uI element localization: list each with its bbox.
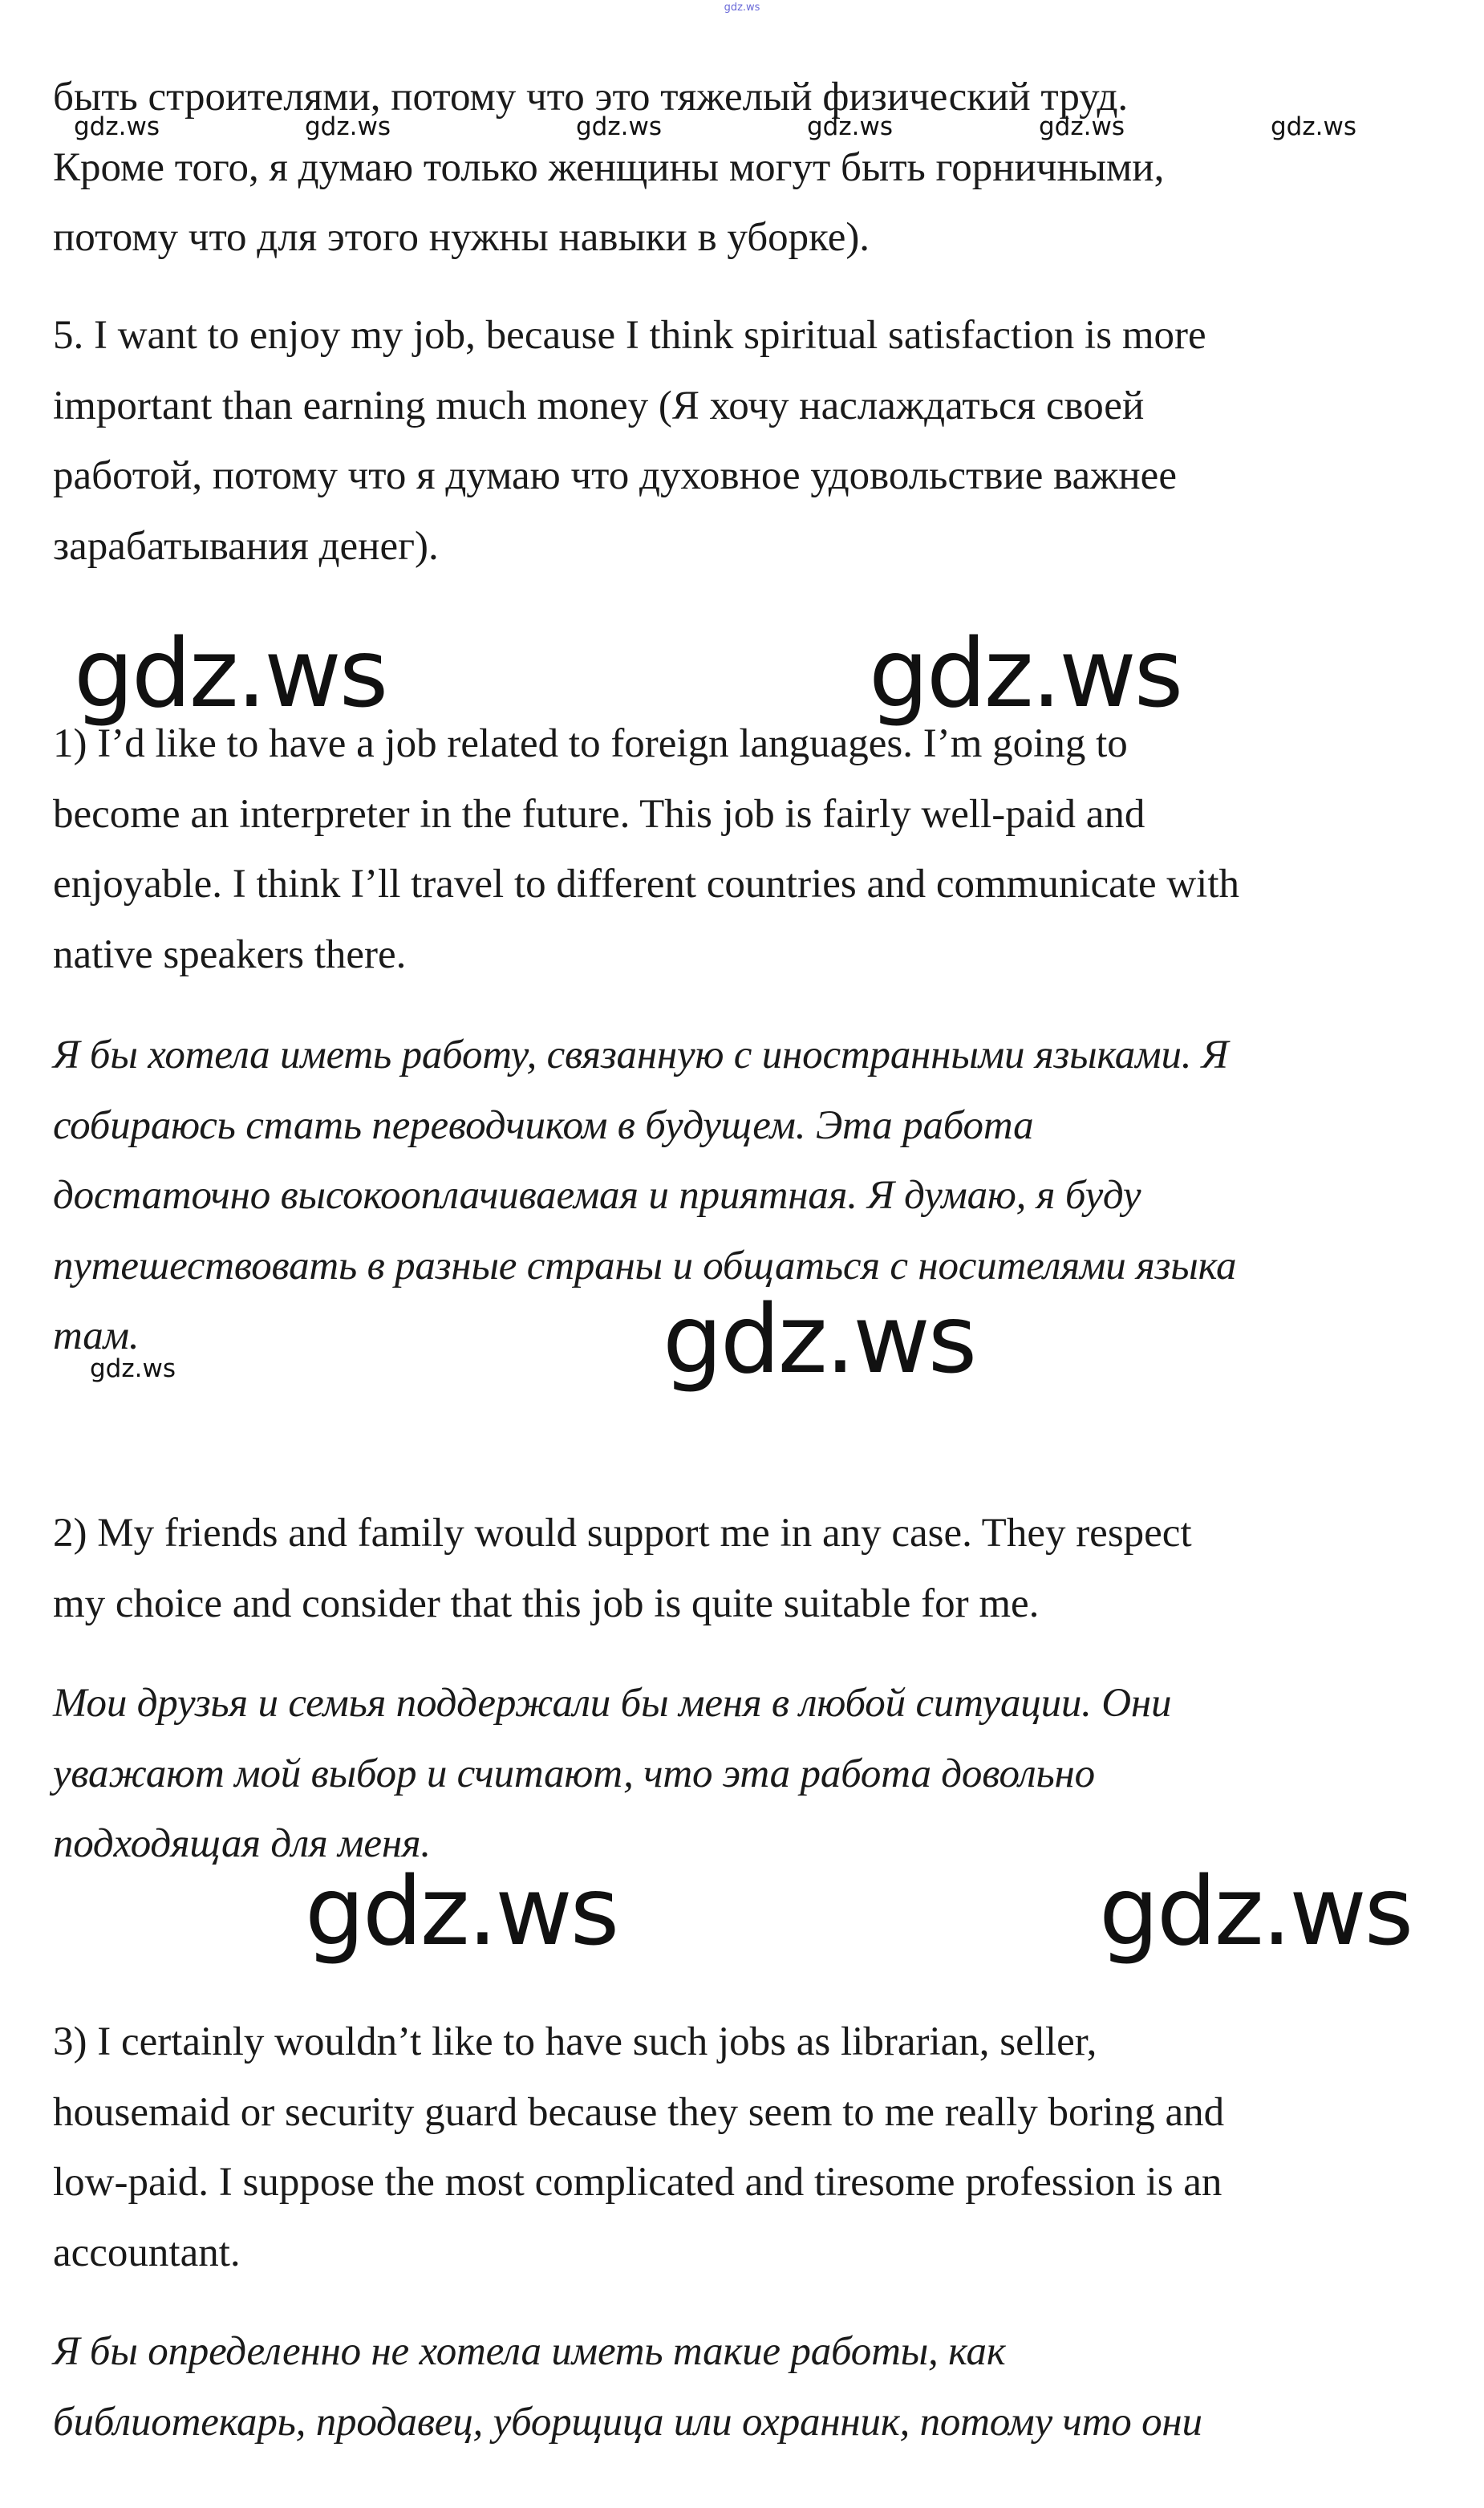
watermark-small: gdz.ws [305, 112, 391, 141]
watermark-large: gdz.ws [663, 1284, 975, 1394]
top-watermark: gdz.ws [724, 2, 760, 14]
paragraph-continuation: быть строителями, потому что это тяжелый физический труд. Кроме того, я думаю только женщины могут быть горничными, потому что для этого нужны навыки в уборке). [53, 75, 1165, 260]
answer-2-english: 2) My friends and family would support me in any case. They respect my choice and consider that this job is quite suitable for me. [53, 1511, 1192, 1626]
answer-3-english: 3) I certainly wouldn’t like to have such jobs as librarian, seller, housemaid or security guard because they seem to me really boring and low-paid. I suppose the most complicated and tiresome profession is an accountant. [53, 2019, 1225, 2275]
watermark-small: gdz.ws [807, 112, 893, 141]
watermark-large: gdz.ws [869, 618, 1182, 728]
watermark-small: gdz.ws [1039, 112, 1125, 141]
watermark-small: gdz.ws [74, 112, 160, 141]
answer-3-russian: Я бы определенно не хотела иметь такие работы, как библиотекарь, продавец, уборщица или охранник, потому что они [53, 2329, 1202, 2445]
watermark-large: gdz.ws [1099, 1856, 1412, 1966]
answer-1-russian: Я бы хотела иметь работу, связанную с иностранными языками. Я собираюсь стать переводчиком в будущем. Эта работа достаточно высокооплачиваемая и приятная. Я думаю, я буду путешествовать в разные страны и общаться с носителями языка там. [53, 1033, 1237, 1358]
answer-1-english: 1) I’d like to have a job related to foreign languages. I’m going to become an interpreter in the future. This job is fairly well-paid and enjoyable. I think I’ll travel to different countries and communicate with native speakers there. [53, 721, 1239, 977]
watermark-small: gdz.ws [90, 1354, 176, 1383]
watermark-small: gdz.ws [1271, 112, 1356, 141]
paragraph-item-5: 5. I want to enjoy my job, because I think spiritual satisfaction is more important than earning much money (Я хочу наслаждаться своей работой, потому что я думаю что духовное удовольствие важнее зарабатывания денег). [53, 313, 1206, 569]
answer-2-russian: Мои друзья и семья поддержали бы меня в любой ситуации. Они уважают мой выбор и считают, что эта работа довольно подходящая для меня. [53, 1681, 1172, 1866]
watermark-large: gdz.ws [74, 618, 387, 728]
watermark-large: gdz.ws [305, 1856, 618, 1966]
watermark-small: gdz.ws [576, 112, 662, 141]
